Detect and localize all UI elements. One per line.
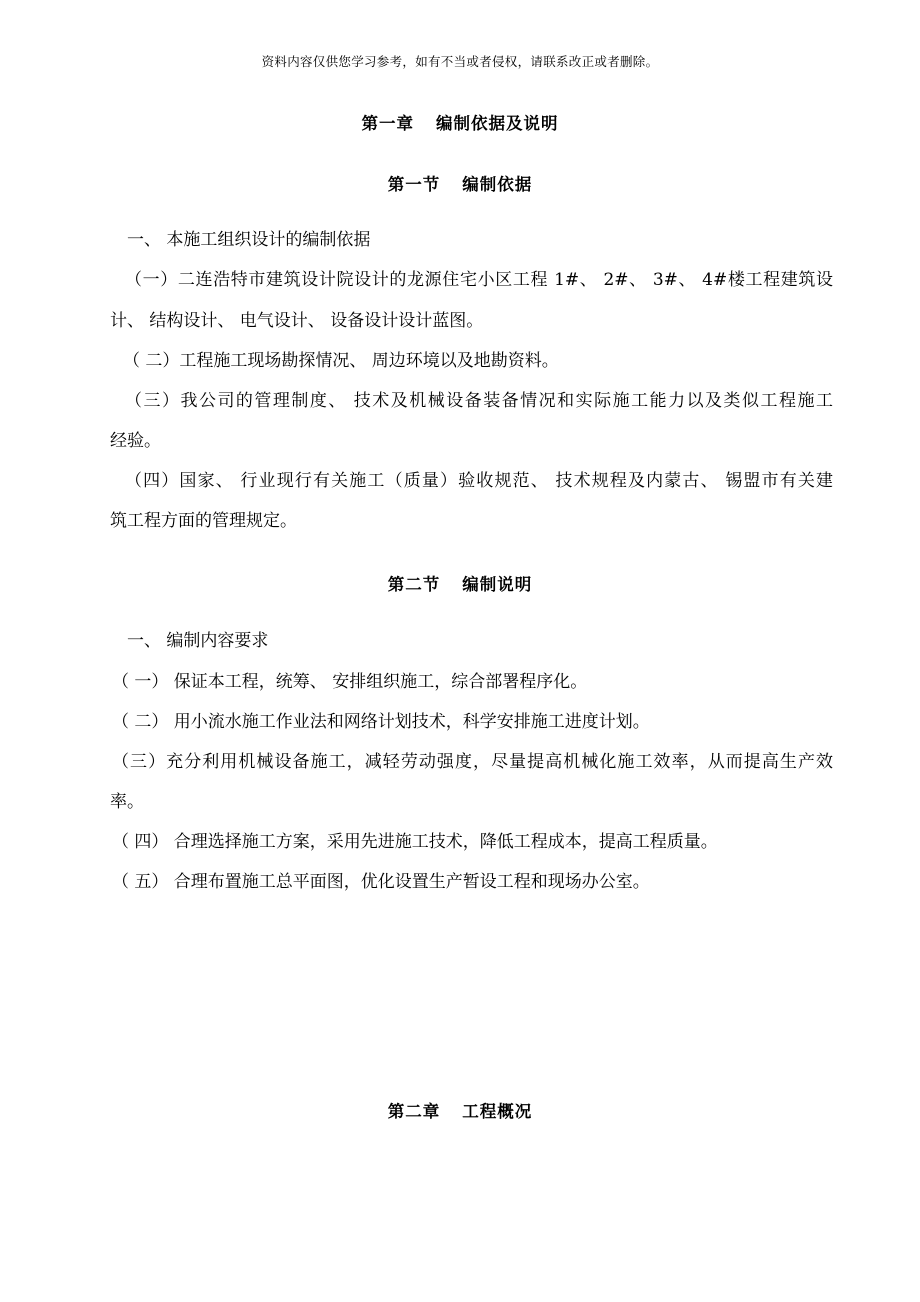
section-2-item-heading: 一、 编制内容要求 [127, 631, 269, 651]
section-2-title: 编制说明 [462, 575, 533, 594]
chapter-1-label: 第一章 [361, 114, 414, 133]
section-1-item-heading: 一、 本施工组织设计的编制依据 [127, 230, 371, 250]
section-2-heading [0, 571, 920, 595]
section-1-title: 编制依据 [462, 175, 533, 194]
chapter-1-heading [0, 110, 920, 134]
section-1-label: 第一节 [387, 175, 441, 194]
chapter-1-title: 编制依据及说明 [436, 114, 559, 133]
section-1-heading [0, 171, 920, 195]
section-1-para-4-line-2: 筑工程方面的管理规定。 [110, 511, 297, 531]
section-2-para-2-line-1: （ 二） 用小流水施工作业法和网络计划技术，科学安排施工进度计划。 [112, 712, 650, 732]
section-1-para-3-line-1: （三）我公司的管理制度、 技术及机械设备装备情况和实际施工能力以及类似工程施工 [125, 391, 833, 411]
section-2-para-5-line-1: （ 五） 合理布置施工总平面图，优化设置生产暂设工程和现场办公室。 [112, 872, 650, 892]
section-1-para-2-line-1: （ 二）工程施工现场勘探情况、 周边环境以及地勘资料。 [123, 351, 559, 371]
chapter-2-heading [0, 1098, 920, 1122]
section-1-para-4-line-1: （四）国家、 行业现行有关施工（质量）验收规范、 技术规程及内蒙古、 锡盟市有关建 [125, 471, 833, 491]
chapter-2-label: 第二章 [387, 1102, 441, 1121]
section-2-para-1-line-1: （ 一） 保证本工程，统筹、 安排组织施工，综合部署程序化。 [112, 672, 588, 692]
section-1-para-1-line-1: （一）二连浩特市建筑设计院设计的龙源住宅小区工程 1#、 2#、 3#、 4#楼工程建筑设 [125, 270, 833, 290]
section-2-para-4-line-1: （ 四） 合理选择施工方案，采用先进施工技术，降低工程成本，提高工程质量。 [112, 832, 718, 852]
section-2-para-3-line-2: 率。 [110, 792, 144, 812]
section-1-para-1-line-2: 计、 结构设计、 电气设计、 设备设计设计蓝图。 [110, 311, 484, 331]
section-2-label: 第二节 [387, 575, 441, 594]
disclaimer-header: 资料内容仅供您学习参考，如有不当或者侵权，请联系改正或者删除。 [261, 54, 659, 69]
section-1-para-3-line-2: 经验。 [110, 431, 161, 451]
section-2-para-3-line-1: （三）充分利用机械设备施工，减轻劳动强度，尽量提高机械化施工效率，从而提高生产效 [112, 752, 833, 772]
chapter-2-title: 工程概况 [462, 1102, 533, 1121]
